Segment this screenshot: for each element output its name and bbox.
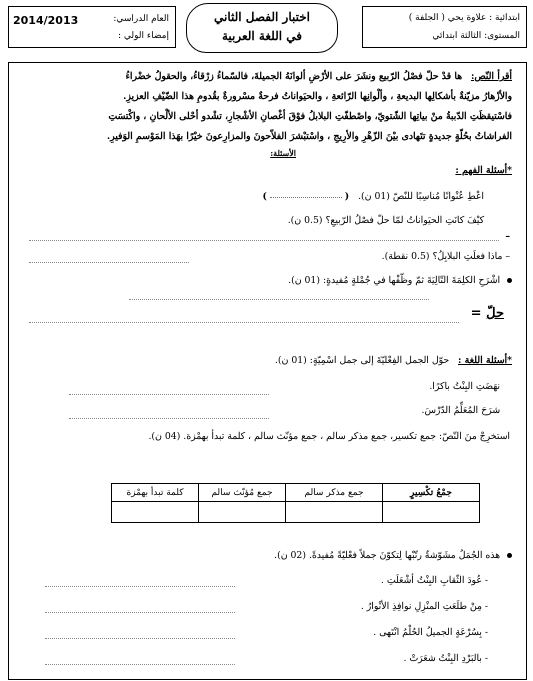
school-name: ابتدائية : علاوة يحي ( الجلفة ) [408,13,520,23]
question-4-text: اشْرَحِ الكلِمَةَ التّالِيَةَ ثمّ وظّفْها في جُمْلةٍ مُفيدةٍ: (01 ن). [288,275,501,286]
comprehension-heading: *أسئلة الفهم : [455,165,512,176]
school-info-box [362,6,527,48]
table-header: كلمة تبدأ بهمْزة [112,484,199,502]
question-3: – ماذا فعلَتِ البلابِلُ؟ (0.5 نقطة). [381,251,510,262]
question-3-text: ماذا فعلَتِ البلابِلُ؟ (0.5 نقطة). [381,251,503,262]
explained-word: حلّ [486,306,504,321]
question-1-text: اعْطِ عُنْوانًا مُناسِبًا للنّصّ (01 ن). [358,191,484,202]
answer-field[interactable] [45,611,235,613]
extraction-table [111,483,480,523]
exam-title-box [186,3,338,53]
table-header: جمع مذكر سالم [286,484,383,502]
answer-field[interactable] [69,393,269,395]
scrambled-sentence: - عُودَ الثّقابِ البِنْتُ أشْعَلَتِ . [380,575,488,586]
passage-line: والأزْهارُ مزيّنةٌ بأشكالِها البديعةِ ، وألْوانِها الرّائعةِ ، والحيَواناتُ فرحةٌ مسْرورةٌ بقُدومِ هذا الضّيْفِ العزيزِ. [123,91,512,102]
sentence-1: نهَضَتِ البِنْتُ باكرًا. [429,381,500,392]
language-task-2: استخرِجْ منَ النّصّ: جمع تكسير، جمع مذكر سالم ، جمع مؤنّث سالم ، كلمة تبدأ بهمْزة. (04 ن). [148,431,510,442]
guardian-signature-label: إمضاء الولي : [118,31,169,41]
scrambled-sentence: - بالبَرْدِ البِنْتُ شعَرَتْ . [403,653,488,664]
passage-line: الفراشاتُ بحُلّةٍ جديدةٍ تتَهادى بيْنَ الزّهْرِ والأرِيجِ ، واسْتبْشرَ الفلاّحونَ والمزارِعونَ خيْرًا بهَذا المَوْسمِ الوَفيرِ. [106,131,512,142]
question-1: اعْطِ عُنْوانًا مُناسِبًا للنّصّ (01 ن). ( ) [262,191,484,202]
year-signature-box [8,6,176,48]
question-2: كيْفَ كانَتِ الحيَواناتُ لمّا حلّ فصْلُ الرّبيعِ؟ (0.5 ن). [287,215,484,226]
table-cell[interactable] [383,502,480,523]
bullet-icon [507,553,512,558]
word-to-explain [471,306,504,321]
language-task-3 [274,550,512,561]
answer-field[interactable] [129,298,429,300]
table-row [112,502,480,523]
school-year: 2014/2013 [13,14,79,27]
scrambled-sentence: - بِسُرْعَةٍ الجميلُ الحُلْمُ انْتَهى . [373,627,488,638]
answer-field[interactable] [29,321,459,323]
exam-body: أقرأ النّص: ها قدْ حلّ فصْلُ الرّبيع ونشَرَ على الأرْضِ ألوانَهُ الجميلةَ، فالسّماءُ زرْقاءُ، والحقولُ خضْراءُ والأزْهارُ مزيّنةٌ بأشكالِها البديعةِ ، وألْوانِها الرّائعةِ ، والحيَواناتُ فرحةٌ مسْرورةٌ بقُدومِ هذا الضّيْفِ العزيزِ. فاسْتيقظَتِ الدّببةُ منْ بياتِها الشّتويّ، واصْطفّتِ البلابلُ فوْقَ أغْصانِ الأشْجارِ، تشْدو أحْلى الألْحانِ ، واكْتسَتِ الفراشاتُ بحُلّةٍ جديدةٍ تتَهادى بيْنَ الزّهْرِ والأرِيجِ ، واسْتبْشرَ الفلاّحونَ والمزارِعونَ خيْرًا بهَذا المَوْسمِ الوَفيرِ. الأسئلة: *أسئلة الفهم : اعْطِ عُنْوانًا مُناسِبًا للنّصّ (01 ن). ( ) كيْفَ كانَتِ الحيَواناتُ لمّا حلّ فصْلُ الرّبيعِ؟ (0.5 ن). – – ماذا فعلَتِ البلابِلُ؟ (0.5 نقطة). اشْرَحِ الكلِمَةَ التّالِيَةَ ثمّ وظّفْها في جُمْلةٍ مُفيدةٍ: (01 ن). حلّ = *أسئلة اللغة : حوّل الجمل الفِعْليّةَ إلى جمل اسْمِيّةٍ: (01 ن). نهَضَتِ البِنْتُ باكرًا. شرَحَ المُعَلِّمُ الدّرْسَ. استخرِجْ منَ النّصّ: جمع تكسير، جمع مذكر سالم ، جمع مؤنّث سالم ، كلمة تبدأ بهمْزة. (04 ن). جمْعُ تكْسِيرٍ جمع مذكر سالم جمع مُؤنّث سالم كلمة تبدأ بهمْزة هذه الجُمَلُ مشَوّشةٌ رتّبْها لِتكوّنَ جملاً فعْليّةً مُفيدةً. (02 ن). - عُودَ الثّقابِ البِنْتُ أشْعَلَتِ . - مِنْ طلَعَتِ المنْزِلِ نوافِذِ الأنْوارُ . - بِسُرْعَةٍ الجميلُ الحُلْمُ انْتَهى . - بالبَرْدِ البِنْتُ شعَرَتْ . [8,62,527,680]
scrambled-sentence: - مِنْ طلَعَتِ المنْزِلِ نوافِذِ الأنْوارُ . [360,601,488,612]
language-task-1 [275,355,512,366]
table-header: جمْعُ تكْسِيرٍ [383,484,480,502]
equals-sign: = [470,306,482,321]
passage-line: فاسْتيقظَتِ الدّببةُ منْ بياتِها الشّتويّ، واصْطفّتِ البلابلُ فوْقَ أغْصانِ الأشْجارِ، تشْدو أحْلى الألْحانِ ، واكْتسَتِ [108,111,512,122]
table-header: جمع مُؤنّث سالم [199,484,286,502]
grade-level: المستوى: الثالثة ابتدائي [432,31,520,41]
answer-field[interactable] [45,637,235,639]
answer-field[interactable] [29,239,499,241]
task-3-text: هذه الجُمَلُ مشَوّشةٌ رتّبْها لِتكوّنَ جملاً فعْليّةً مُفيدةً. (02 ن). [274,550,501,561]
answer-field[interactable] [45,663,235,665]
school-year-label: العام الدراسي: [113,14,169,24]
exam-title: اختبار الفصل الثاني [214,10,310,24]
table-cell[interactable] [286,502,383,523]
answer-field[interactable] [29,261,189,263]
bullet-icon [507,278,512,283]
answer-field[interactable] [270,196,342,198]
exam-subject: في اللغة العربية [221,29,303,43]
table-cell[interactable] [112,502,199,523]
questions-label: الأسئلة: [270,148,296,158]
question-4 [288,275,512,286]
answer-field[interactable] [45,585,235,587]
passage-line: ها قدْ حلّ فصْلُ الرّبيع ونشَرَ على الأرْضِ ألوانَهُ الجميلةَ، فالسّماءُ زرْقاءُ، والحقولُ خضْراءُ [125,71,463,82]
answer-field[interactable] [69,417,269,419]
reading-heading: أقرأ النّص: [470,71,512,82]
table-cell[interactable] [199,502,286,523]
table-header-row [112,484,480,502]
language-heading: *أسئلة اللغة : [458,355,512,366]
text-line-1 [126,71,512,82]
sentence-2: شرَحَ المُعَلِّمُ الدّرْسَ. [421,405,500,416]
task-1-text: حوّل الجمل الفِعْليّةَ إلى جمل اسْمِيّةٍ: (01 ن). [274,355,450,366]
